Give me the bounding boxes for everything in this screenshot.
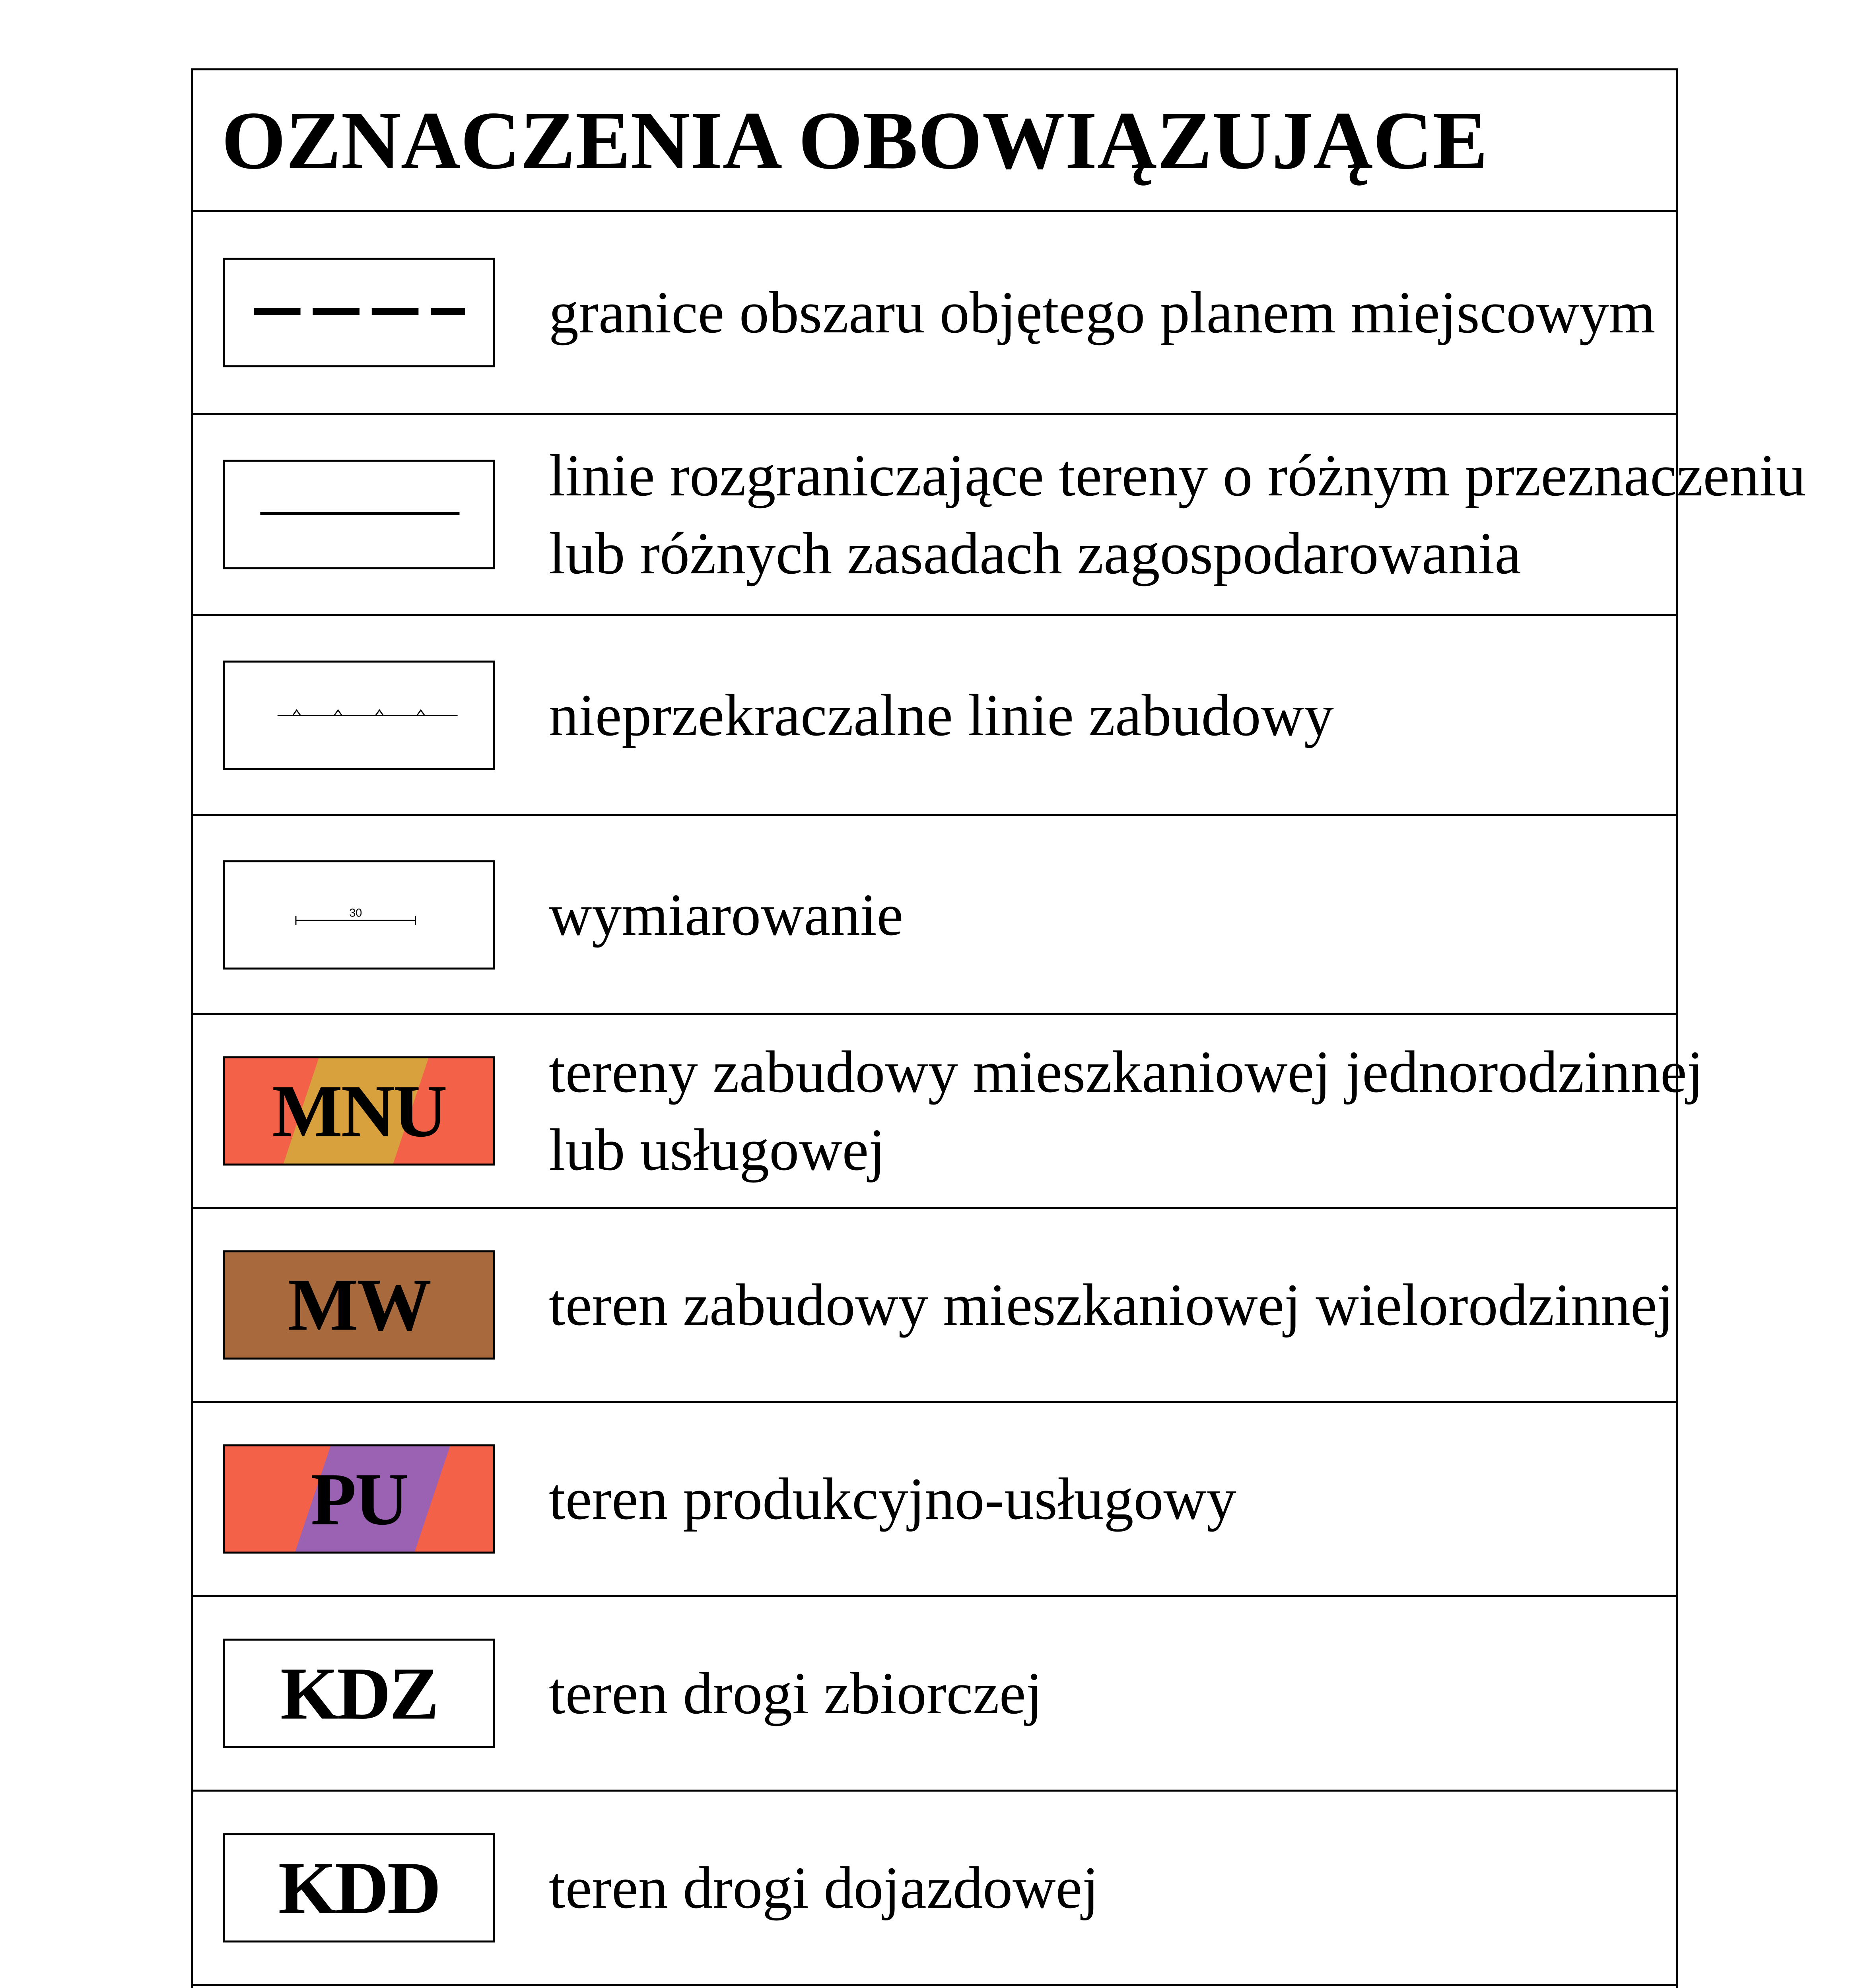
- legend-row-pu: [193, 1403, 1676, 1597]
- plan-boundary-symbol: [223, 258, 495, 367]
- building-lines-label: [549, 676, 1670, 754]
- mw-symbol: [223, 1250, 495, 1359]
- legend-title: OZNACZENIA OBOWIĄZUJĄCE: [222, 94, 1488, 186]
- legend-header: [193, 70, 1676, 212]
- dimension-symbol: [223, 860, 495, 969]
- legend-row-building-lines: [193, 616, 1676, 816]
- demarcation-lines-label: [549, 437, 1806, 592]
- mnu-code: MNU: [272, 1069, 446, 1152]
- solid-line-icon: [225, 462, 493, 567]
- plan-boundary-label: [549, 274, 1670, 351]
- legend-row-label-line: granice obszaru objętego planem miejscowym: [549, 279, 1656, 346]
- legend-row-mnu: [193, 1015, 1704, 1209]
- legend-row-kdd: [193, 1792, 1676, 1986]
- mw-label: [549, 1266, 1674, 1344]
- dimensioning-label: [549, 876, 1670, 954]
- pu-symbol: [223, 1444, 495, 1554]
- legend-table: [191, 68, 1806, 1988]
- legend-row-label-line: teren produkcyjno-usługowy: [549, 1466, 1236, 1532]
- mnu-symbol: [223, 1056, 495, 1166]
- pu-code: PU: [311, 1457, 407, 1540]
- kdd-symbol: [223, 1833, 495, 1943]
- legend-row-demarcation-lines: [193, 415, 1806, 616]
- pu-label: [549, 1460, 1670, 1538]
- legend-row-label-line: teren drogi dojazdowej: [549, 1855, 1099, 1921]
- mnu-label: [549, 1033, 1704, 1189]
- demarcation-line-symbol: [223, 460, 495, 569]
- legend-row-label-line: wymiarowanie: [549, 881, 904, 948]
- kdd-code: KDD: [278, 1846, 440, 1929]
- legend-row-label-line: linie rozgraniczające tereny o różnym przeznaczeniu: [549, 443, 1806, 509]
- legend-row-dimensioning: [193, 816, 1676, 1015]
- legend-row-mw: [193, 1209, 1676, 1403]
- dimension-icon: [225, 862, 493, 967]
- legend-row-kdz: [193, 1597, 1676, 1792]
- mw-code: MW: [288, 1263, 430, 1346]
- dashed-line-icon: [225, 260, 493, 365]
- building-line-icon: [225, 663, 493, 768]
- legend-row-label-line: lub różnych zasadach zagospodarowania: [549, 520, 1521, 586]
- kdz-code: KDZ: [280, 1652, 438, 1735]
- dimension-value: 30: [349, 906, 362, 919]
- legend-row-label-line: teren drogi zbiorczej: [549, 1660, 1043, 1726]
- legend-row-label-line: lub usługowej: [549, 1117, 885, 1183]
- legend-row-kr: [193, 1986, 1676, 1988]
- legend-row-plan-boundary: [193, 212, 1676, 415]
- legend-row-label-line: teren zabudowy mieszkaniowej wielorodzinnej: [549, 1272, 1674, 1338]
- kdz-label: [549, 1654, 1670, 1732]
- building-line-symbol: [223, 661, 495, 770]
- legend-row-label-line: tereny zabudowy mieszkaniowej jednorodzinnej: [549, 1039, 1704, 1105]
- legend-row-label-line: nieprzekraczalne linie zabudowy: [549, 682, 1334, 748]
- kdz-symbol: [223, 1639, 495, 1748]
- kdd-label: [549, 1849, 1670, 1927]
